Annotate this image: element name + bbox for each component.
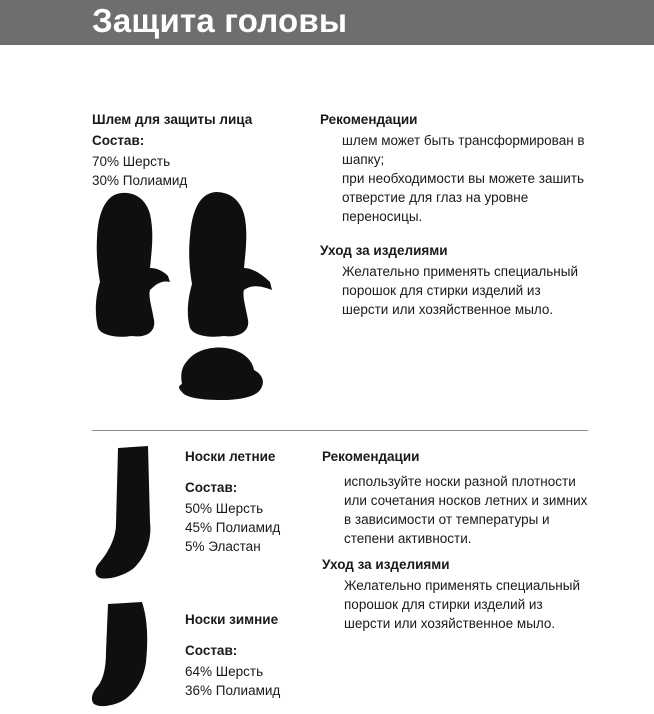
summer-socks-info xyxy=(185,447,280,556)
balaclava-front-image xyxy=(92,190,172,340)
helmet-name: Шлем для защиты лица xyxy=(92,112,253,127)
helmet-recommendations-title: Рекомендации xyxy=(320,112,418,127)
summer-socks-composition-item: 50% Шерсть xyxy=(185,501,264,516)
socks-care-title: Уход за изделиями xyxy=(322,557,450,572)
section-divider xyxy=(92,430,588,431)
knit-hat-image xyxy=(176,344,266,402)
helmet-composition-item: 70% Шерсть xyxy=(92,154,171,169)
helmet-care-title: Уход за изделиями xyxy=(320,243,448,258)
recommendation-line: шлем может быть трансформирован в xyxy=(342,133,585,148)
recommendation-line: переносицы. xyxy=(342,209,423,224)
care-line: Желательно применять специальный xyxy=(344,578,581,593)
winter-sock-image xyxy=(88,600,166,708)
recommendation-line: шапку; xyxy=(342,152,385,167)
care-line: Желательно применять специальный xyxy=(342,264,579,279)
summer-socks-name: Носки летние xyxy=(185,449,276,464)
balaclava-side-image xyxy=(182,190,274,340)
helmet-info xyxy=(92,110,252,190)
socks-care xyxy=(322,555,580,633)
recommendation-line: в зависимости от температуры и xyxy=(344,512,550,527)
winter-socks-composition-item: 36% Полиамид xyxy=(185,683,281,698)
recommendation-line: степени активности. xyxy=(344,531,472,546)
helmet-recommendations xyxy=(320,110,585,226)
recommendation-line: при необходимости вы можете зашить xyxy=(342,171,585,186)
care-line: порошок для стирки изделий из xyxy=(342,283,541,298)
recommendation-line: или сочетания носков летних и зимних xyxy=(344,493,588,508)
helmet-composition-label: Состав: xyxy=(92,133,145,148)
winter-socks-composition-item: 64% Шерсть xyxy=(185,664,264,679)
page-header xyxy=(0,0,654,45)
winter-socks-composition-label: Состав: xyxy=(185,643,238,658)
care-line: шерсти или хозяйственное мыло. xyxy=(344,616,556,631)
recommendation-line: отверстие для глаз на уровне xyxy=(342,190,529,205)
socks-recommendations-title: Рекомендации xyxy=(322,449,420,464)
helmet-care xyxy=(320,241,578,319)
winter-socks-name: Носки зимние xyxy=(185,612,279,627)
care-line: шерсти или хозяйственное мыло. xyxy=(342,302,554,317)
winter-socks-info xyxy=(185,610,280,700)
summer-socks-composition-label: Состав: xyxy=(185,480,238,495)
care-line: порошок для стирки изделий из xyxy=(344,597,543,612)
recommendation-line: используйте носки разной плотности xyxy=(344,474,576,489)
summer-sock-image xyxy=(90,444,164,584)
socks-recommendations xyxy=(322,447,587,548)
summer-socks-composition-item: 45% Полиамид xyxy=(185,520,281,535)
helmet-composition-item: 30% Полиамид xyxy=(92,173,188,188)
summer-socks-composition-item: 5% Эластан xyxy=(185,539,261,554)
page-title: Защита головы xyxy=(92,2,348,39)
